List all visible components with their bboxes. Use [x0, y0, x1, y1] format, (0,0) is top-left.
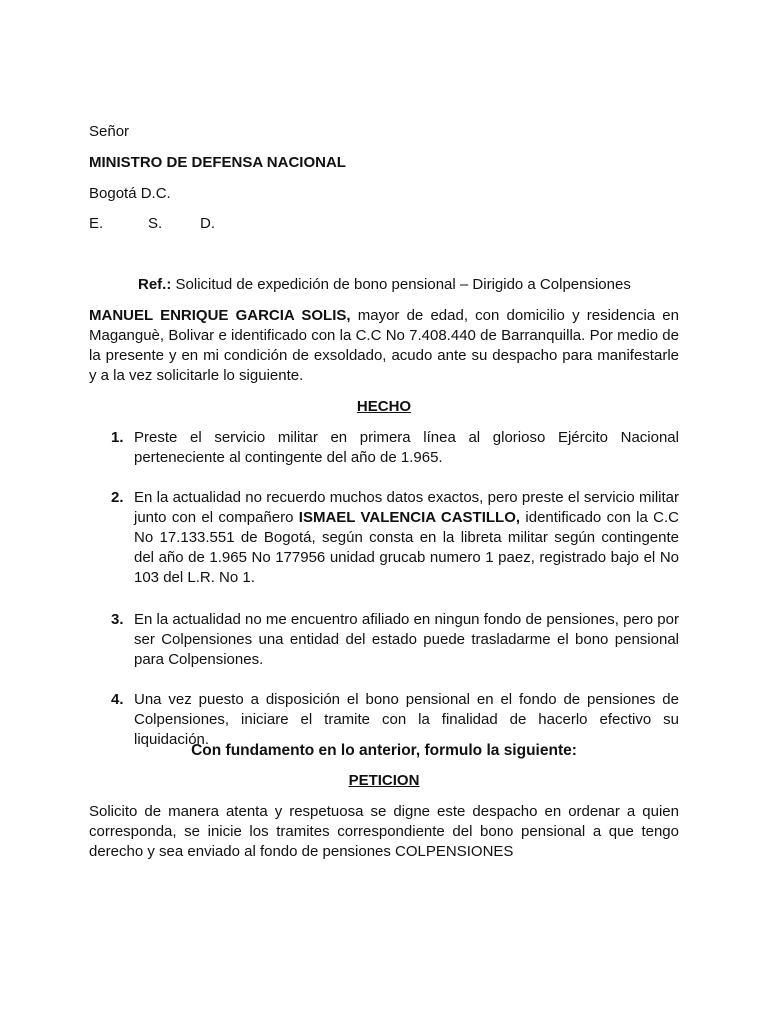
reference-text: Solicitud de expedición de bono pensional – Dirigido a Colpensiones: [175, 276, 631, 293]
fact-text: Una vez puesto a disposición el bono pensional en el fondo de pensiones de Colpensiones, iniciare el tramite con la finalidad de hacerlo efectivo su liquidación.: [134, 691, 679, 748]
fact-number: 3.: [111, 611, 124, 628]
esd-s: S.: [148, 215, 163, 232]
intro-text: mayor de edad, con domicilio y residencia en Maganguè, Bolivar e identificado con la C.C No 7.408.440 de Barranquilla. Por medio de la presente y en mi condición de exsoldado, acudo ante su despacho para manifestarle y a la vez solicitarle lo siguiente.: [89, 307, 679, 384]
fact-text: En la actualidad no me encuentro afiliado en ningun fondo de pensiones, pero por ser Colpensiones una entidad del estado puede trasladarme el bono pensional para Colpensiones.: [134, 611, 679, 668]
esd-d: D.: [200, 215, 215, 232]
reference-label: Ref.:: [138, 276, 172, 293]
petition-paragraph: Solicito de manera atenta y respetuosa se digne este despacho en ordenar a quien corresponda, se inicie los tramites correspondiente del bono pensional a que tengo derecho y sea enviado al fondo de pensiones COLPENSIONES: [89, 803, 679, 860]
city: Bogotá D.C.: [89, 185, 171, 202]
fact-item-3: [89, 610, 679, 670]
basis-statement: Con fundamento en lo anterior, formulo la siguiente:: [191, 742, 577, 759]
requester-name: MANUEL ENRIQUE GARCIA SOLIS,: [89, 307, 351, 324]
fact-number: 1.: [111, 429, 124, 446]
esd-e: E.: [89, 215, 104, 232]
intro-paragraph: [89, 306, 679, 386]
petition-heading: PETICION: [348, 772, 420, 789]
companion-name: ISMAEL VALENCIA CASTILLO,: [298, 509, 521, 526]
fact-number: 2.: [111, 489, 124, 506]
salutation: Señor: [89, 123, 130, 140]
fact-text: Preste el servicio militar en primera línea al glorioso Ejército Nacional perteneciente al contingente del año de 1.965.: [134, 429, 679, 466]
fact-text-after: identificado con la C.C No 17.133.551 de Bogotá, según consta en la libreta militar según contingente del año de 1.965 No 177956 unidad grucab numero 1 paez, registrado bajo el No 103 del L.R. No 1.: [134, 509, 679, 586]
facts-heading: HECHO: [356, 398, 412, 415]
fact-text-before: En la actualidad no recuerdo muchos datos exactos, pero preste el servicio militar junto con el compañero: [134, 489, 679, 526]
recipient-title: MINISTRO DE DEFENSA NACIONAL: [89, 154, 346, 171]
reference-line: [138, 275, 631, 295]
fact-item-2: [89, 488, 679, 588]
fact-number: 4.: [111, 691, 124, 708]
fact-text: [134, 488, 679, 588]
fact-item-1: [89, 428, 679, 468]
esd-line: [89, 214, 215, 234]
